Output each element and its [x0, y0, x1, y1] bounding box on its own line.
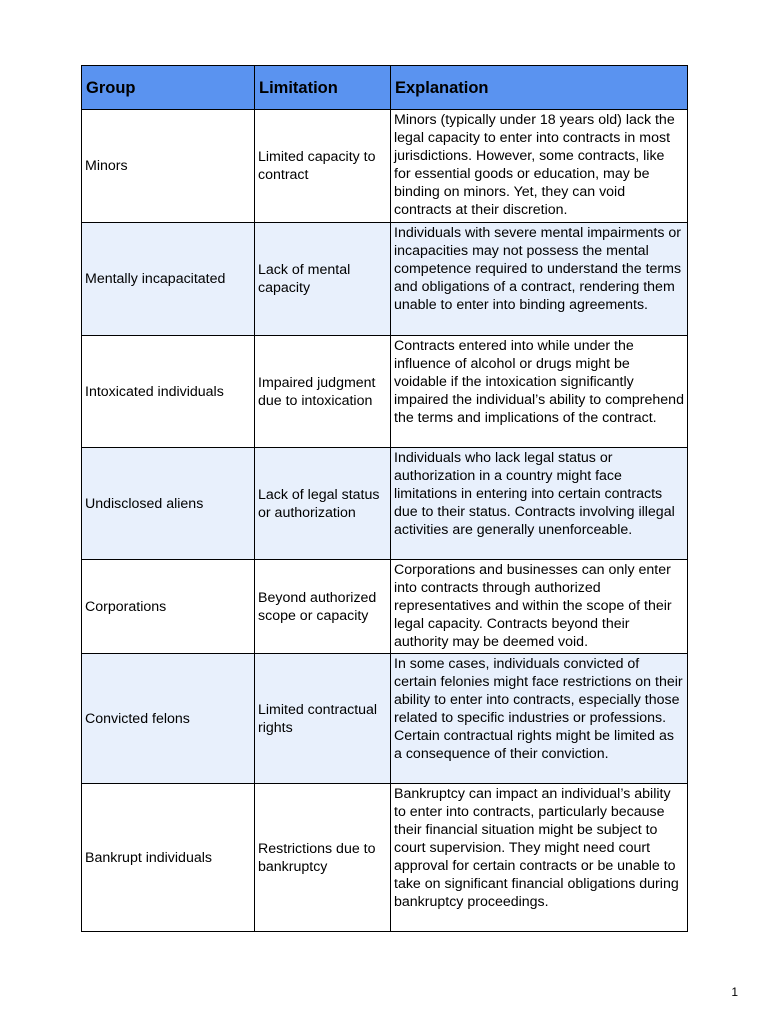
- cell-explanation: Contracts entered into while under the influence of alcohol or drugs might be voidable if the intoxication significantly impaired the individual’s ability to comprehend the terms and implications of the contract.: [391, 336, 688, 448]
- cell-limitation: Limited contractual rights: [255, 654, 391, 784]
- table-row: [82, 560, 688, 654]
- cell-limitation: Lack of legal status or authorization: [255, 448, 391, 560]
- header-group: Group: [82, 66, 255, 110]
- cell-explanation: In some cases, individuals convicted of certain felonies might face restrictions on their ability to enter into contracts, especially those related to specific industries or professions. Certain contractual rights might be limited as a consequence of their conviction.: [391, 654, 688, 784]
- cell-explanation: Individuals with severe mental impairments or incapacities may not possess the mental competence required to understand the terms and obligations of a contract, rendering them unable to enter into binding agreements.: [391, 223, 688, 336]
- table-row: [82, 654, 688, 784]
- cell-group: Convicted felons: [82, 654, 255, 784]
- header-limitation: Limitation: [255, 66, 391, 110]
- cell-limitation: Beyond authorized scope or capacity: [255, 560, 391, 654]
- cell-limitation: Impaired judgment due to intoxication: [255, 336, 391, 448]
- cell-explanation: Individuals who lack legal status or authorization in a country might face limitations in entering into certain contracts due to their status. Contracts involving illegal activities are generally unenforceable.: [391, 448, 688, 560]
- page-number: 1: [731, 985, 738, 999]
- table-header-row: [82, 66, 688, 110]
- cell-group: Minors: [82, 110, 255, 223]
- cell-group: Mentally incapacitated: [82, 223, 255, 336]
- cell-group: Intoxicated individuals: [82, 336, 255, 448]
- cell-limitation: Limited capacity to contract: [255, 110, 391, 223]
- table-row: [82, 448, 688, 560]
- table-row: [82, 336, 688, 448]
- cell-group: Bankrupt individuals: [82, 784, 255, 932]
- contract-capacity-table: [81, 65, 688, 932]
- header-explanation: Explanation: [391, 66, 688, 110]
- cell-limitation: Restrictions due to bankruptcy: [255, 784, 391, 932]
- cell-explanation: Corporations and businesses can only enter into contracts through authorized representatives and within the scope of their legal capacity. Contracts beyond their authority may be deemed void.: [391, 560, 688, 654]
- cell-explanation: Bankruptcy can impact an individual’s ability to enter into contracts, particularly because their financial situation might be subject to court supervision. They might need court approval for certain contracts or be unable to take on significant financial obligations during bankruptcy proceedings.: [391, 784, 688, 932]
- table-row: [82, 223, 688, 336]
- cell-group: Corporations: [82, 560, 255, 654]
- cell-group: Undisclosed aliens: [82, 448, 255, 560]
- cell-explanation: Minors (typically under 18 years old) lack the legal capacity to enter into contracts in most jurisdictions. However, some contracts, like for essential goods or education, may be binding on minors. Yet, they can void contracts at their discretion.: [391, 110, 688, 223]
- table-row: [82, 784, 688, 932]
- cell-limitation: Lack of mental capacity: [255, 223, 391, 336]
- table-row: [82, 110, 688, 223]
